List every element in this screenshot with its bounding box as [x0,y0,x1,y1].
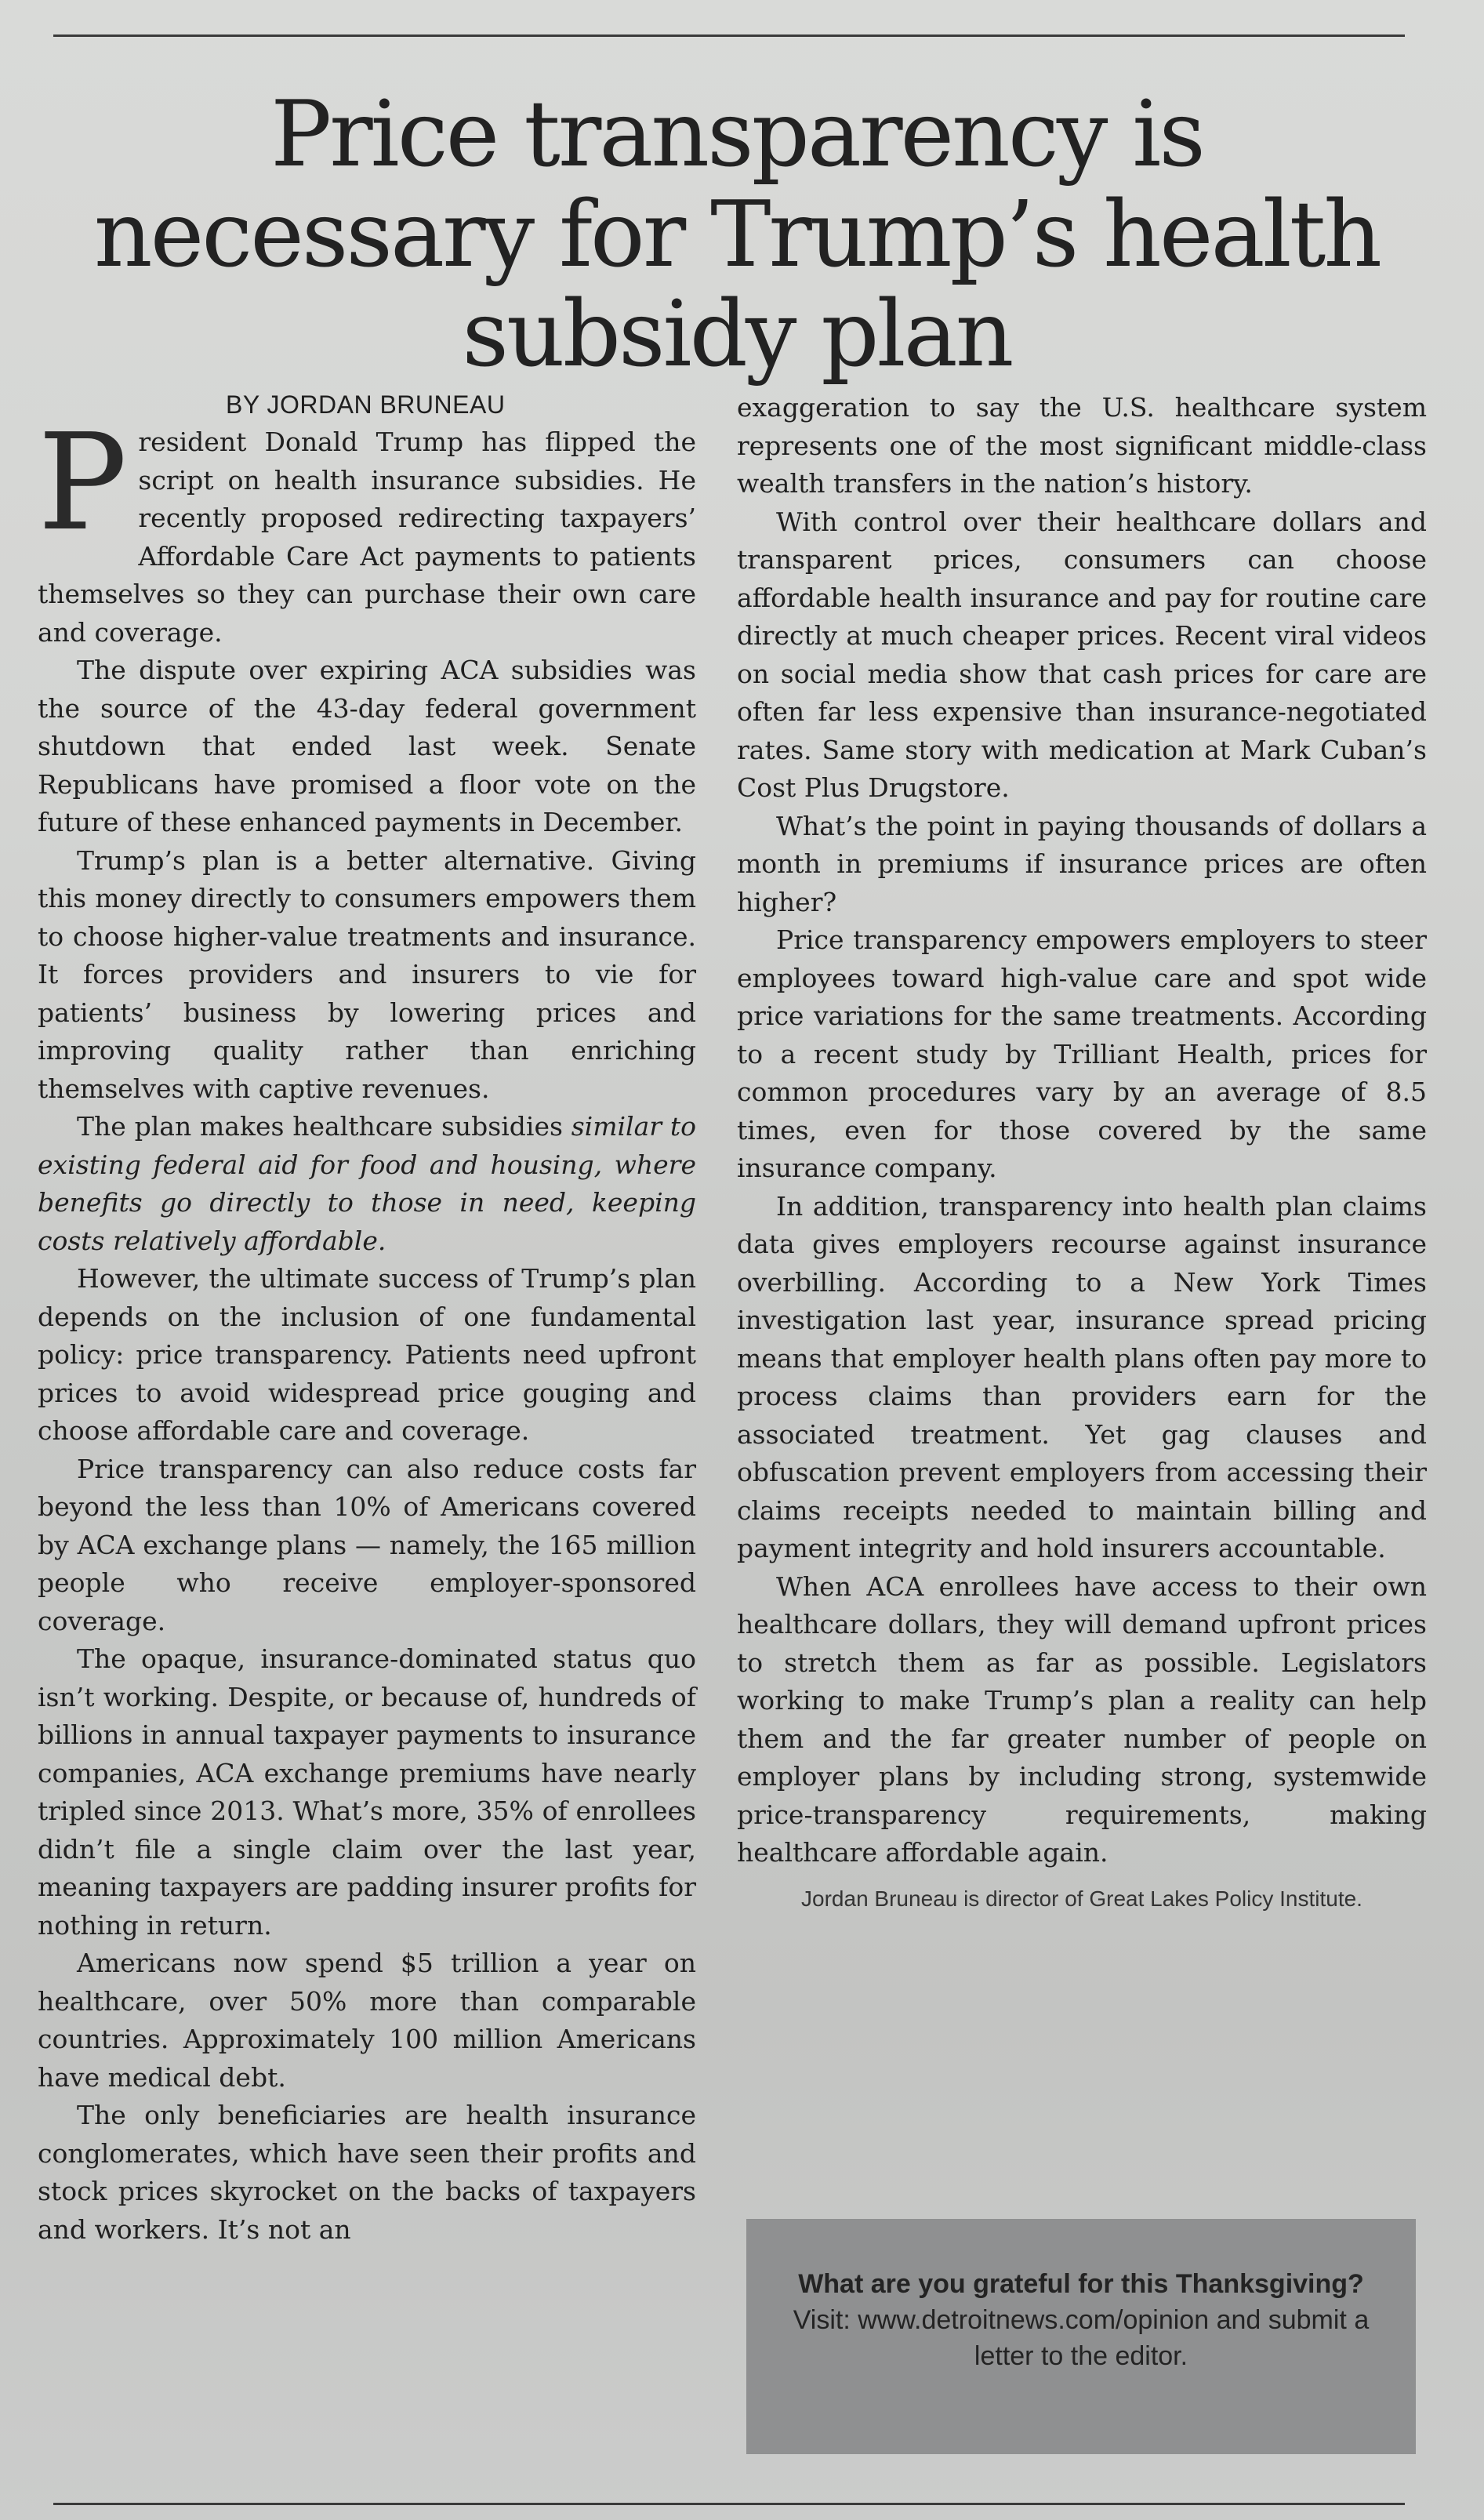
paragraph: However, the ultimate success of Trump’s plan depends on the inclusion of one fundamental policy: price transparency. Patients need upfront prices to avoid widespread price gouging and choose affordable care and coverage. [38,1263,696,1446]
paragraph: In addition, transparency into health plan claims data gives employers recourse against insurance overbilling. According to a New York Times investigation last year, insurance spread pricing means that employer health plans often pay more to process claims than providers earn for the associated treatment. Yet gag clauses and obfuscation prevent employers from accessing their claims receipts needed to maintain billing and payment integrity and hold insurers accountable. [737,1190,1427,1563]
paragraph: When ACA enrollees have access to their own healthcare dollars, they will demand upfront prices to stretch them as far as possible. Legislators working to make Trump’s plan a reality can help them and the far greater number of people on employer plans by including strong, systemwide price-transparency requirements, making healthcare affordable again. [737,1570,1427,1868]
paragraph [38,405,696,652]
author-bio: Jordan Bruneau is director of Great Lakes Policy Institute. [801,1886,1362,1911]
bottom-rule [53,2503,1405,2505]
paragraph: Price transparency can also reduce costs far beyond the less than 10% of Americans covered by ACA exchange plans — namely, the 165 million people who receive employer-sponsored coverage. [38,1453,696,1636]
paragraph: The dispute over expiring ACA subsidies was the source of the 43-day federal government shutdown that ended last week. Senate Republicans have promised a floor vote on the future of these enhanced payments in December. [38,655,696,837]
byline: BY JORDAN BRUNEAU [226,390,506,419]
paragraph-italic-text: similar to existing federal aid for food and housing, where benefits go directly to those in need, keeping costs relatively affordable. [38,1111,696,1256]
paragraph: The only beneficiaries are health insurance conglomerates, which have seen their profits and stock prices skyrocket on the backs of taxpayers and workers. It’s not an [38,2100,696,2245]
promo-text: Visit: www.detroitnews.com/opinion and submit a letter to the editor. [793,2305,1370,2371]
paragraph-text: resident Donald Trump has flipped the script on health insurance subsidies. He recently proposed redirecting taxpayers’ Affordable Care Act payments to patients themselves so they can purchase their own care and coverage. [38,427,696,648]
column-left [38,389,696,2249]
top-rule [53,34,1405,37]
paragraph: Price transparency empowers employers to steer employees toward high-value care and spot wide price variations for the same treatments. According to a recent study by Trilliant Health, prices for common procedures vary by an average of 8.5 times, even for those covered by the same insurance company. [737,924,1427,1183]
promo-box [746,2219,1416,2454]
paragraph: The opaque, insurance-dominated status quo isn’t working. Despite, or because of, hundreds of billions in annual taxpayer payments to insurance companies, ACA exchange premiums have nearly tripled since 2013. What’s more, 35% of enrollees didn’t file a single claim over the last year, meaning taxpayers are padding insurer profits for nothing in return. [38,1643,696,1941]
paragraph: What’s the point in paying thousands of dollars a month in premiums if insurance prices are often higher? [737,810,1427,917]
headline: Price transparency is necessary for Trump’s health subsidy plan [93,82,1381,388]
promo-headline: What are you grateful for this Thanksgiving? [798,2269,1364,2299]
paragraph: Trump’s plan is a better alternative. Giving this money directly to consumers empowers them to choose higher-value treatments and insurance. It forces providers and insurers to vie for patients’ business by lowering prices and improving quality rather than enriching themselves with captive revenues. [38,844,696,1104]
column-right [737,389,1427,1915]
paragraph: With control over their healthcare dollars and transparent prices, consumers can choose affordable health insurance and pay for routine care directly at much cheaper prices. Recent viral videos on social media show that cash prices for care are often far less expensive than insurance-negotiated rates. Same story with medication at Mark Cuban’s Cost Plus Drugstore. [737,506,1427,803]
drop-cap: P [38,405,128,561]
paragraph-text: The plan makes healthcare subsidies [77,1111,571,1142]
paragraph [38,1108,696,1260]
paragraph: Americans now spend $5 trillion a year on healthcare, over 50% more than comparable countries. Approximately 100 million Americans have medical debt. [38,1948,696,2093]
paragraph: exaggeration to say the U.S. healthcare system represents one of the most significant middle-class wealth transfers in the nation’s history. [737,392,1427,499]
